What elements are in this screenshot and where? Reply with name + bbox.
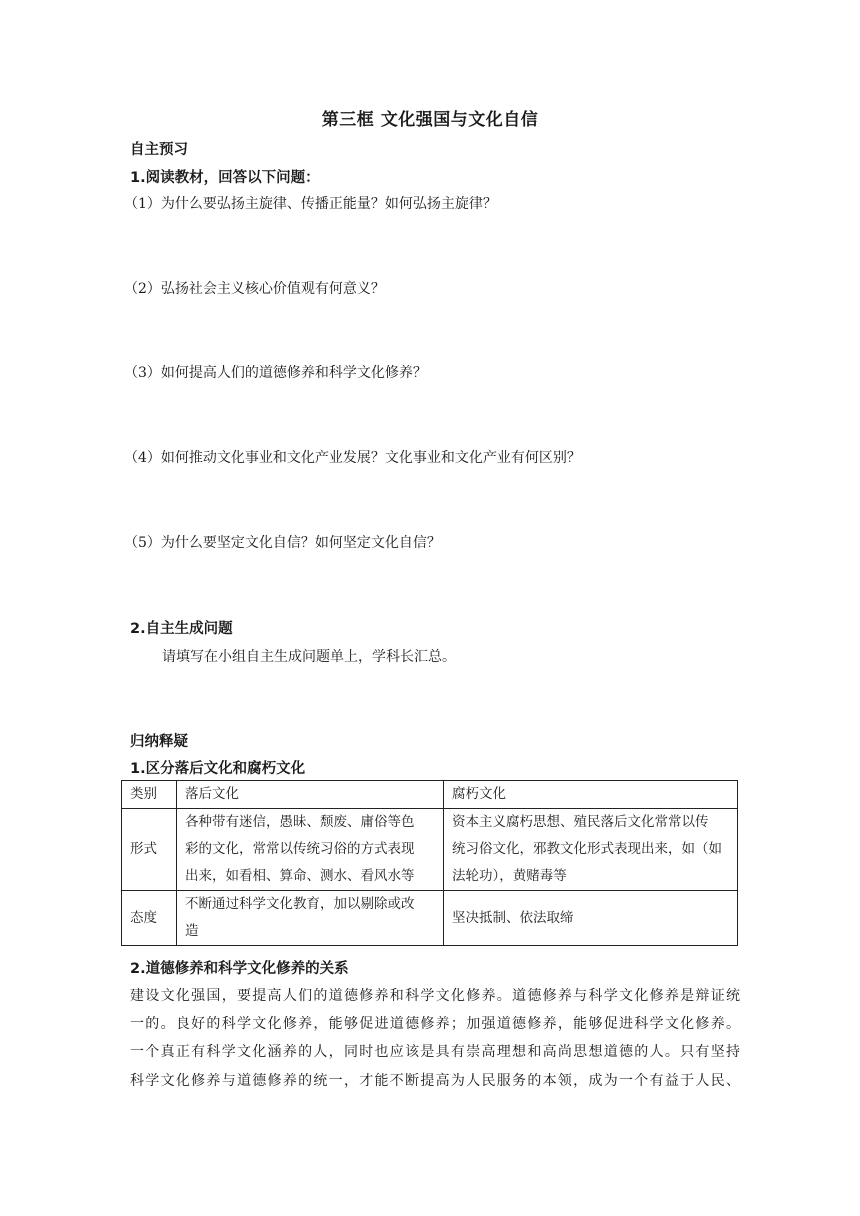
paragraph-line: 建设文化强国，要提高人们的道德修养和科学文化修养。道德修养与科学文化修养是辩证统 — [130, 988, 740, 1004]
cell-line: 资本主义腐朽思想、殖民落后文化常常以传 — [452, 814, 709, 830]
cell-line: 统习俗文化，邪教文化形式表现出来，如（如 — [452, 841, 722, 857]
culture-comparison-table — [121, 780, 738, 946]
question-5: （5）为什么要坚定文化自信？如何坚定文化自信？ — [124, 535, 441, 551]
self-question-heading: 2.自主生成问题 — [130, 621, 233, 637]
table-cell — [444, 891, 738, 946]
table-header-cell: 落后文化 — [177, 781, 444, 809]
section-heading-preview: 自主预习 — [130, 142, 188, 158]
table-cell-category: 形式 — [122, 809, 177, 891]
page-title: 第三框 文化强国与文化自信 — [321, 110, 539, 130]
section-heading-summary: 归纳释疑 — [130, 734, 188, 750]
paragraph-line: 科学文化修养与道德修养的统一，才能不断提高为人民服务的本领，成为一个有益于人民、 — [130, 1072, 740, 1089]
paragraph-line: 一个真正有科学文化涵养的人，同时也应该是具有崇高理想和高尚思想道德的人。只有坚持 — [130, 1044, 740, 1061]
self-question-instruction: 请填写在小组自主生成问题单上，学科长汇总。 — [162, 649, 456, 665]
paragraph-line: 一的。良好的科学文化修养，能够促进道德修养；加强道德修养，能够促进科学文化修养。 — [130, 1016, 740, 1033]
cell-line: 出来，如看相、算命、测水、看风水等 — [185, 868, 415, 884]
table-row — [122, 809, 738, 891]
cell-line: 法轮功），黄赌毒等 — [452, 868, 567, 884]
table-header-row — [122, 781, 738, 809]
table-cell-category: 态度 — [122, 891, 177, 946]
cultivation-relation-paragraph — [130, 982, 740, 1095]
table-header-cell: 类别 — [122, 781, 177, 809]
question-group-heading: 1.阅读教材，回答以下问题： — [130, 170, 320, 186]
cell-line: 各种带有迷信，愚昧、颓废、庸俗等色 — [185, 814, 415, 830]
question-4: （4）如何推动文化事业和文化产业发展？文化事业和文化产业有何区别？ — [124, 450, 581, 466]
table-cell — [177, 891, 444, 946]
table-cell — [177, 809, 444, 891]
cultivation-relation-heading: 2.道德修养和科学文化修养的关系 — [130, 961, 349, 977]
cell-line: 造 — [185, 923, 199, 939]
cell-line: 彩的文化，常常以传统习俗的方式表现 — [185, 841, 415, 857]
question-1: （1）为什么要弘扬主旋律、传播正能量？如何弘扬主旋律？ — [124, 196, 497, 212]
question-3: （3）如何提高人们的道德修养和科学文化修养？ — [124, 365, 427, 381]
cell-line: 坚决抵制、依法取缔 — [452, 909, 574, 926]
question-2: （2）弘扬社会主义核心价值观有何意义？ — [124, 281, 385, 297]
culture-comparison-heading: 1.区分落后文化和腐朽文化 — [130, 761, 306, 777]
table-header-cell: 腐朽文化 — [444, 781, 738, 809]
table-cell — [444, 809, 738, 891]
table-row — [122, 891, 738, 946]
cell-line: 不断通过科学文化教育，加以剔除或改 — [185, 896, 415, 912]
